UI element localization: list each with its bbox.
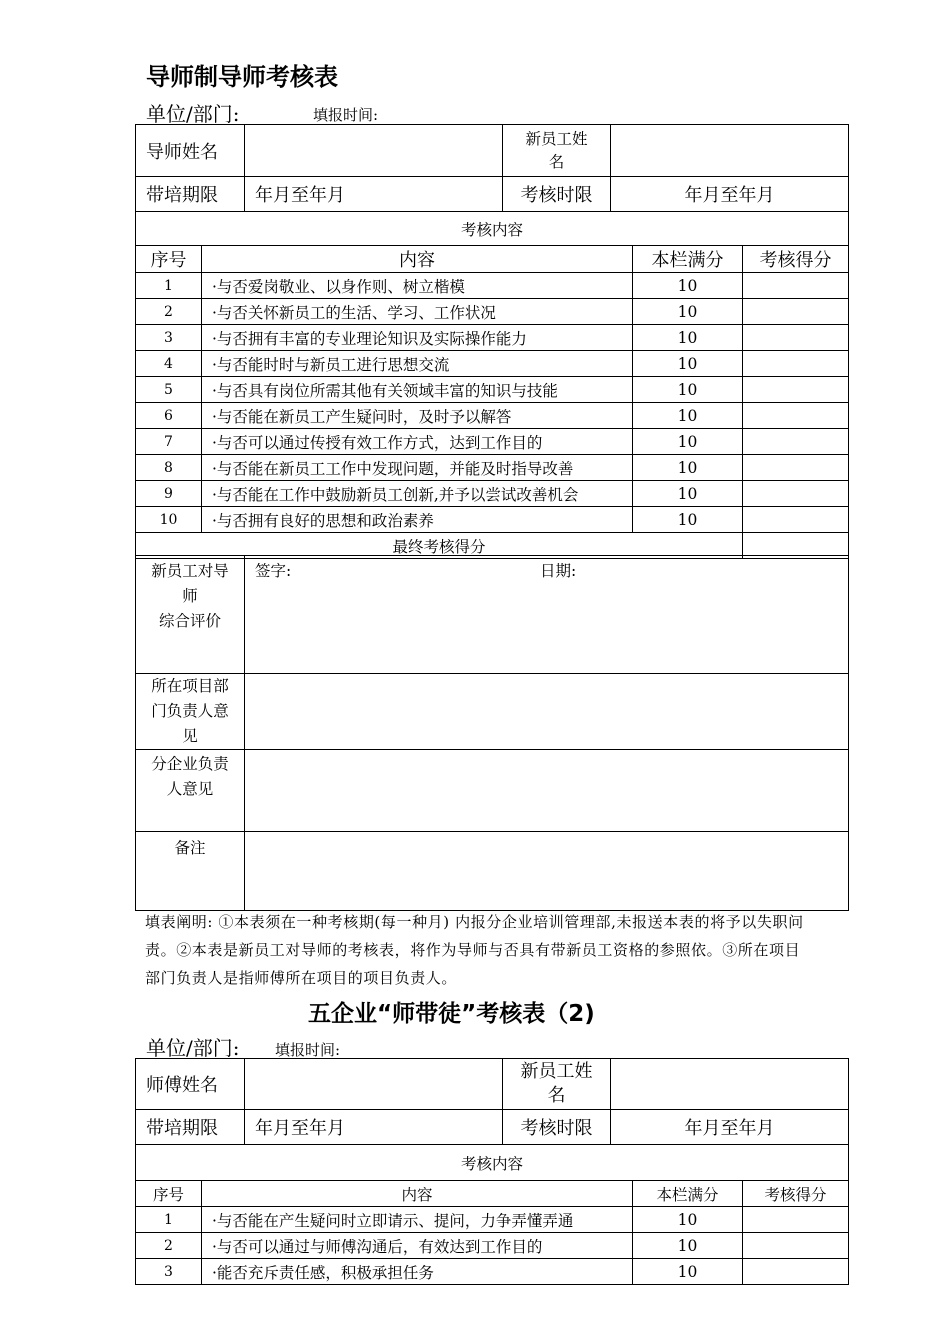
new-employee-name-field[interactable]	[611, 125, 849, 177]
form1-header-table	[135, 124, 849, 246]
row-no: 5	[136, 377, 202, 403]
form2-score-table	[135, 1180, 849, 1285]
row-score-field[interactable]	[743, 325, 849, 351]
row-no: 6	[136, 403, 202, 429]
header-content: 内容	[202, 246, 633, 273]
assessment-period-label-2: 考核时限	[503, 1110, 611, 1145]
new-employee-name-field-2[interactable]	[611, 1059, 849, 1110]
row-full-score: 10	[633, 351, 743, 377]
table-row	[136, 1207, 849, 1233]
table-row	[136, 429, 849, 455]
row-no: 3	[136, 325, 202, 351]
row-full-score: 10	[633, 325, 743, 351]
mentor-name-label: 导师姓名	[136, 125, 245, 177]
row-score-field[interactable]	[743, 403, 849, 429]
signature-label: 签字:	[255, 562, 292, 580]
row-content: ·与否能在新员工工作中发现问题，并能及时指导改善	[202, 455, 633, 481]
training-period-value-2[interactable]: 年月至年月	[245, 1110, 503, 1145]
master-name-field[interactable]	[245, 1059, 503, 1110]
assessment-period-label: 考核时限	[503, 177, 611, 212]
row-full-score: 10	[633, 377, 743, 403]
content-section-label-2: 考核内容	[136, 1145, 849, 1181]
row-no: 7	[136, 429, 202, 455]
row-no: 9	[136, 481, 202, 507]
header-score-2: 考核得分	[743, 1181, 849, 1207]
branch-opinion-field[interactable]	[245, 750, 849, 832]
header-no: 序号	[136, 246, 202, 273]
row-content: ·与否拥有丰富的专业理论知识及实际操作能力	[202, 325, 633, 351]
form1-fill-time-label: 填报时间:	[313, 106, 379, 124]
table-row	[136, 351, 849, 377]
row-content: ·与否可以通过传授有效工作方式，达到工作目的	[202, 429, 633, 455]
row-content: ·能否充斥责任感，积极承担任务	[202, 1259, 633, 1285]
row-content: ·与否能在新员工产生疑问时，及时予以解答	[202, 403, 633, 429]
row-no: 8	[136, 455, 202, 481]
dept-opinion-field[interactable]	[245, 674, 849, 750]
table-row	[136, 1233, 849, 1259]
branch-opinion-label: 分企业负责人意见	[136, 750, 245, 832]
row-no: 2	[136, 1233, 202, 1259]
row-score-field[interactable]	[743, 1207, 849, 1233]
row-score-field[interactable]	[743, 1233, 849, 1259]
form1-title: 导师制导师考核表	[146, 63, 338, 91]
row-full-score: 10	[633, 273, 743, 299]
assessment-period-value[interactable]: 年月至年月	[611, 177, 849, 212]
form1-unit-label: 单位/部门:	[146, 102, 240, 126]
evaluation-label: 新员工对导师 综合评价	[136, 556, 245, 674]
row-score-field[interactable]	[743, 273, 849, 299]
header-no-2: 序号	[136, 1181, 202, 1207]
remarks-label: 备注	[136, 832, 245, 911]
row-no: 2	[136, 299, 202, 325]
row-content: ·与否能时时与新员工进行思想交流	[202, 351, 633, 377]
table-row	[136, 273, 849, 299]
row-no: 1	[136, 273, 202, 299]
evaluation-field[interactable]	[245, 556, 849, 674]
row-score-field[interactable]	[743, 429, 849, 455]
final-score-label: 最终考核得分	[136, 533, 743, 559]
table-row	[136, 325, 849, 351]
row-full-score: 10	[633, 507, 743, 533]
form2-header-table	[135, 1058, 849, 1181]
row-content: ·与否具有岗位所需其他有关领域丰富的知识与技能	[202, 377, 633, 403]
new-employee-name-label-2: 新员工姓名	[503, 1059, 611, 1110]
assessment-period-value-2[interactable]: 年月至年月	[611, 1110, 849, 1145]
training-period-label: 带培期限	[136, 177, 245, 212]
row-content: ·与否拥有良好的思想和政治素养	[202, 507, 633, 533]
row-score-field[interactable]	[743, 1259, 849, 1285]
table-row	[136, 507, 849, 533]
row-content: ·与否爱岗敬业、以身作则、树立楷模	[202, 273, 633, 299]
mentor-name-field[interactable]	[245, 125, 503, 177]
remarks-field[interactable]	[245, 832, 849, 911]
form2-title: 五企业“师带徒”考核表（2)	[308, 1001, 595, 1027]
form1-score-table	[135, 245, 849, 559]
table-row	[136, 455, 849, 481]
row-no: 10	[136, 507, 202, 533]
new-employee-name-label: 新员工姓名	[503, 125, 611, 177]
row-full-score: 10	[633, 455, 743, 481]
row-content: ·与否关怀新员工的生活、学习、工作状况	[202, 299, 633, 325]
row-content: ·与否可以通过与师傅沟通后，有效达到工作目的	[202, 1233, 633, 1259]
row-score-field[interactable]	[743, 481, 849, 507]
row-full-score: 10	[633, 1207, 743, 1233]
training-period-value[interactable]: 年月至年月	[245, 177, 503, 212]
row-full-score: 10	[633, 481, 743, 507]
row-full-score: 10	[633, 1259, 743, 1285]
form2-unit-label: 单位/部门:	[146, 1036, 240, 1060]
training-period-label-2: 带培期限	[136, 1110, 245, 1145]
row-score-field[interactable]	[743, 507, 849, 533]
table-row	[136, 481, 849, 507]
dept-opinion-label: 所在项目部门负责人意见	[136, 674, 245, 750]
row-no: 4	[136, 351, 202, 377]
table-row	[136, 299, 849, 325]
row-full-score: 10	[633, 429, 743, 455]
master-name-label: 师傅姓名	[136, 1059, 245, 1110]
row-score-field[interactable]	[743, 299, 849, 325]
row-no: 3	[136, 1259, 202, 1285]
date-label: 日期:	[540, 562, 577, 580]
row-content: ·与否能在工作中鼓励新员工创新,并予以尝试改善机会	[202, 481, 633, 507]
row-score-field[interactable]	[743, 455, 849, 481]
row-no: 1	[136, 1207, 202, 1233]
table-row	[136, 377, 849, 403]
row-full-score: 10	[633, 403, 743, 429]
header-full-score-2: 本栏满分	[633, 1181, 743, 1207]
row-full-score: 10	[633, 1233, 743, 1259]
form1-opinion-table	[135, 555, 849, 911]
header-full-score: 本栏满分	[633, 246, 743, 273]
table-row	[136, 403, 849, 429]
row-score-field[interactable]	[743, 351, 849, 377]
header-content-2: 内容	[202, 1181, 633, 1207]
row-score-field[interactable]	[743, 377, 849, 403]
header-score: 考核得分	[743, 246, 849, 273]
row-content: ·与否能在产生疑问时立即请示、提问，力争弄懂弄通	[202, 1207, 633, 1233]
content-section-label: 考核内容	[136, 212, 849, 246]
row-full-score: 10	[633, 299, 743, 325]
table-row	[136, 1259, 849, 1285]
form2-fill-time-label: 填报时间:	[275, 1041, 341, 1059]
form1-note: 填表阐明: ①本表须在一种考核期(每一种月) 内报分企业培训管理部,未报送本表的将予以失职问责。②本表是新员工对导师的考核表，将作为导师与否具有带新员工资格的参照依。③所在项目部门负责人是指师傅所在项目的项目负责人。	[145, 913, 804, 987]
